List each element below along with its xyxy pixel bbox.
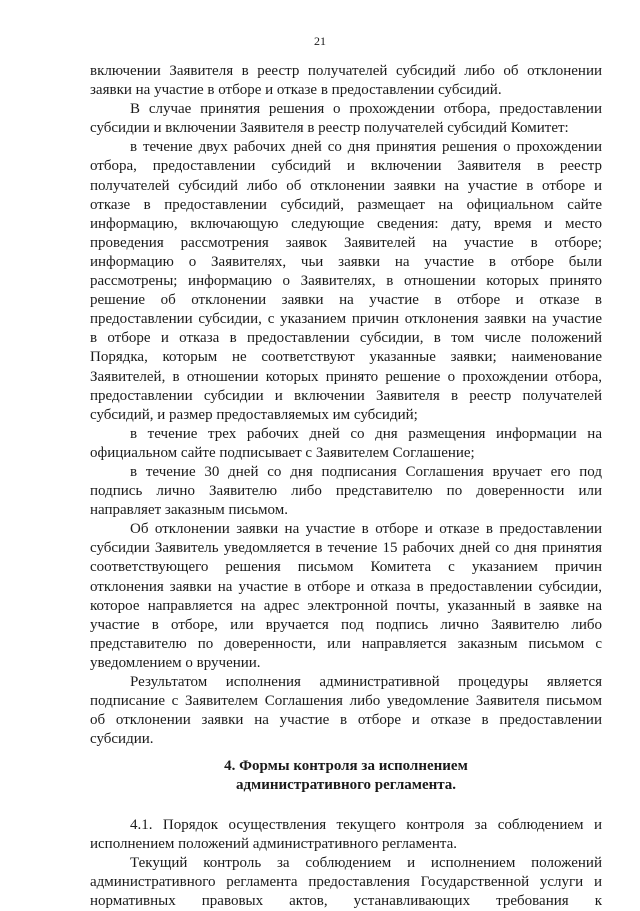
paragraphs-before-heading	[90, 62, 602, 749]
paragraph-line: субсидий, и размер предоставляемых им субсидий;	[90, 406, 418, 423]
section-heading-line-2: административного регламента.	[235, 777, 457, 794]
paragraph-line: уведомлением о вручении.	[90, 654, 261, 671]
paragraph-line: подписание с Заявителем Соглашения либо уведомление Заявителя письмом	[90, 693, 602, 710]
paragraph-line: в течение 30 дней со дня подписания Соглашения вручает его под	[130, 463, 602, 480]
paragraph	[90, 854, 602, 911]
paragraph-line: предоставлении субсидии, с указанием причин отклонения заявки на участие	[90, 311, 602, 328]
section-heading-line-1: 4. Формы контроля за исполнением	[224, 758, 468, 775]
paragraph	[90, 425, 602, 463]
paragraph-line: 4.1. Порядок осуществления текущего контроля за соблюдением и	[130, 816, 602, 833]
paragraph-line: в отборе и отказа в предоставлении субсидии, в том числе положений	[90, 330, 602, 347]
paragraph-line: субсидии Заявитель уведомляется в течение 15 рабочих дней со дня принятия	[90, 540, 602, 557]
paragraph-line: об отклонении заявки на участие в отборе и отказе в предоставлении	[90, 712, 602, 729]
paragraph-line: Результатом исполнения административной процедуры является	[130, 674, 602, 690]
paragraph-line: подпись лично Заявителю либо представителю по доверенности или	[90, 483, 602, 500]
paragraph-line: соответствующего решения письмом Комитета с указанием причин	[90, 559, 602, 576]
paragraph	[90, 62, 602, 100]
paragraph-line: предоставлении субсидии и включении Заявителя в реестр получателей	[90, 387, 602, 404]
section-heading	[90, 757, 602, 795]
paragraph	[90, 673, 602, 749]
paragraph-line: участие в отборе, или вручается под подпись лично Заявителю либо	[90, 616, 602, 633]
paragraph	[90, 816, 602, 854]
paragraph-line: представителю по доверенности, или направляется заказным письмом с	[90, 635, 602, 652]
page-body	[90, 62, 602, 911]
paragraph-line: официальном сайте подписывает с Заявителем Соглашение;	[90, 444, 475, 461]
paragraph-line: Об отклонении заявки на участие в отборе и отказе в предоставлении	[130, 521, 602, 538]
paragraph-line: Заявителей, в отношении которых принято решение о прохождении отбора,	[90, 368, 602, 385]
paragraph-line: информацию о Заявителях, чьи заявки на участие в отборе были	[90, 253, 602, 270]
paragraph-line: исполнением положений административного регламента.	[90, 835, 458, 852]
paragraph-line: решение об отклонении заявки на участие в отборе и отказе в	[90, 292, 602, 309]
paragraph-line: отклонения заявки на участие в отборе и отказа в предоставлении субсидии,	[90, 578, 602, 595]
paragraph-line: В случае принятия решения о прохождении отбора, предоставлении	[130, 101, 602, 118]
paragraph	[90, 100, 602, 138]
paragraph-line: заявки на участие в отборе и отказе в предоставлении субсидий.	[90, 82, 502, 99]
paragraph-line: в течение трех рабочих дней со дня размещения информации на	[130, 425, 602, 442]
paragraph-line: в течение двух рабочих дней со дня принятия решения о прохождении	[130, 139, 602, 156]
paragraph-line: рассмотрены; информацию о Заявителях, в отношении которых принято	[90, 273, 602, 290]
paragraph	[90, 463, 602, 520]
paragraph-line: информацию, включающую следующие сведения: дату, время и место	[90, 215, 602, 232]
paragraph-line: проведения рассмотрения заявок Заявителей на участие в отборе;	[90, 234, 602, 251]
paragraph-line: субсидии.	[90, 731, 154, 748]
paragraph-line: административного регламента предоставления Государственной услуги и	[90, 873, 602, 890]
paragraph-line: Порядка, которым не соответствуют указанные заявки; наименование	[90, 349, 602, 366]
paragraph-line: субсидии и включении Заявителя в реестр получателей субсидий Комитет:	[90, 120, 569, 137]
paragraph-line: отбора, предоставлении субсидий и включении Заявителя в реестр	[90, 158, 602, 175]
paragraph-line: нормативных правовых актов, устанавливающих требования к	[90, 892, 602, 909]
paragraph	[90, 520, 602, 673]
paragraph-line: направляет заказным письмом.	[90, 502, 288, 519]
paragraph	[90, 138, 602, 424]
paragraphs-after-heading	[90, 816, 602, 911]
paragraph-line: включении Заявителя в реестр получателей субсидий либо об отклонении	[90, 63, 602, 79]
page-number: 21	[314, 34, 326, 48]
paragraph-line: получателей субсидий либо об отклонении заявки на участие в отборе и	[90, 177, 602, 194]
paragraph-line: которое направляется на адрес электронной почты, указанный в заявке на	[90, 597, 602, 614]
paragraph-line: отказе в предоставлении субсидий, размещает на официальном сайте	[90, 196, 602, 213]
paragraph-line: Текущий контроль за соблюдением и исполнением положений	[130, 854, 602, 871]
